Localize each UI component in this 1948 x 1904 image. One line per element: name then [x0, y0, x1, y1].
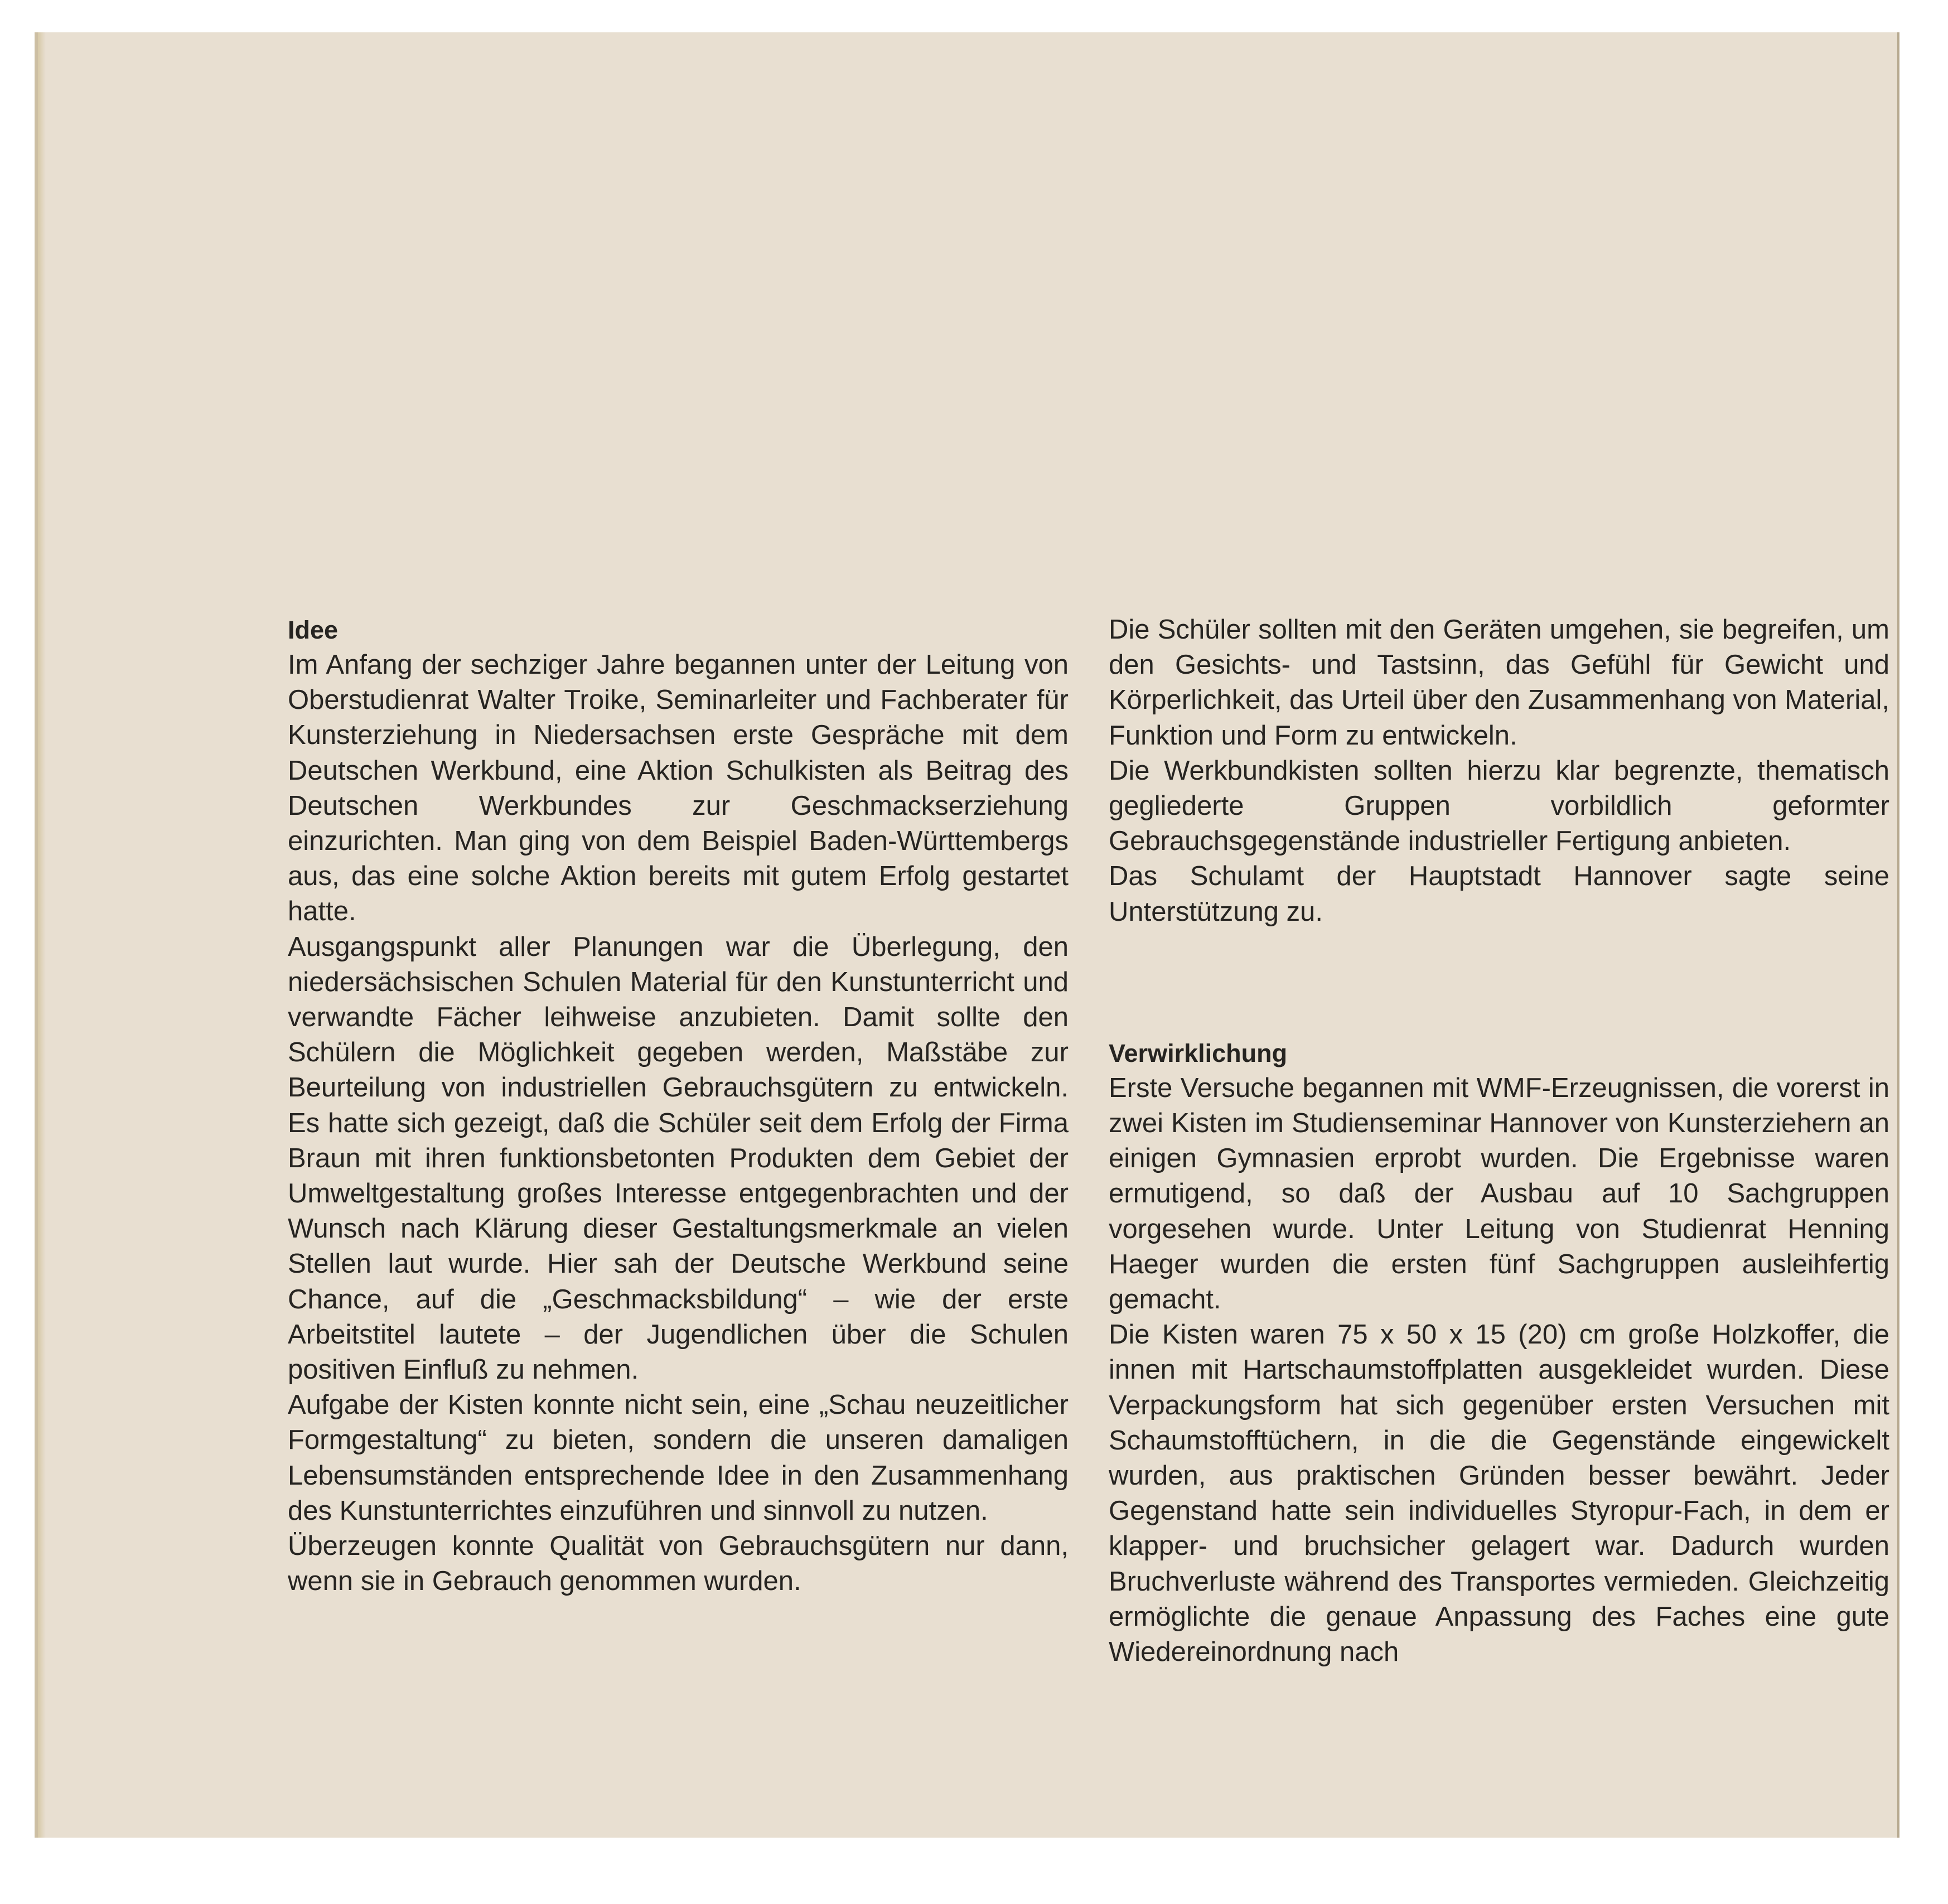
- paragraph: Die Werkbundkisten sollten hierzu klar begrenzte, thematisch gegliederte Gruppen vorbildlich geformter Gebrauchsgegenstände industrieller Fertigung anbieten.: [1109, 755, 1889, 857]
- paragraph: Im Anfang der sechziger Jahre begannen unter der Leitung von Oberstudienrat Walter Troike, Seminarleiter und Fachberater für Kunsterziehung in Niedersachsen erste Gespräche mit dem Deutschen Werkbund, eine Aktion Schulkisten als Beitrag des Deutschen Werkbundes zur Geschmackserziehung einzurichten. Man ging von dem Beispiel Baden-Württembergs aus, das eine solche Aktion bereits mit gutem Erfolg gestartet hatte.: [288, 650, 1069, 927]
- paragraph: Die Kisten waren 75 x 50 x 15 (20) cm große Holzkoffer, die innen mit Hartschaumstoffplatten ausgekleidet wurden. Diese Verpackungsform hat sich gegenüber ersten Versuchen mit Schaumstofftüchern, in die die Gegenstände eingewickelt wurden, aus praktischen Gründen besser bewährt. Jeder Gegenstand hatte sein individuelles Styropur-Fach, in dem er klapper- und bruchsicher gelagert war. Dadurch wurden Bruchverluste während des Transportes vermieden. Gleichzeitig ermöglichte die genaue Anpassung des Faches eine gute Wiedereinordnung nach: [1109, 1320, 1889, 1668]
- left-column: [288, 612, 1069, 1599]
- document-page: [35, 32, 1899, 1838]
- paragraph: Erste Versuche begannen mit WMF-Erzeugnissen, die vorerst in zwei Kisten im Studienseminar Hannover von Kunsterziehern an einigen Gymnasien erprobt wurden. Die Ergebnisse waren ermutigend, so daß der Ausbau auf 10 Sachgruppen vorgesehen wurde. Unter Leitung von Studienrat Henning Haeger wurden die ersten fünf Sachgruppen ausleihfertig gemacht.: [1109, 1072, 1889, 1315]
- section-heading-idee: Idee: [288, 616, 339, 644]
- paragraph: Das Schulamt der Hauptstadt Hannover sagte seine Unterstützung zu.: [1109, 861, 1889, 927]
- paragraph: Die Schüler sollten mit den Geräten umgehen, sie begreifen, um den Gesichts- und Tastsinn, das Gefühl für Gewicht und Körperlichkeit, das Urteil über den Zusammenhang von Material, Funktion und Form zu entwickeln.: [1109, 615, 1889, 751]
- right-column: [1109, 612, 1889, 1670]
- paragraph: Überzeugen konnte Qualität von Gebrauchsgütern nur dann, wenn sie in Gebrauch genommen wurden.: [288, 1531, 1069, 1597]
- paragraph: Ausgangspunkt aller Planungen war die Überlegung, den niedersächsischen Schulen Material für den Kunstunterricht und verwandte Fächer leihweise anzubieten. Damit sollte den Schülern die Möglichkeit gegeben werden, Maßstäbe zur Beurteilung von industriellen Gebrauchsgütern zu entwickeln. Es hatte sich gezeigt, daß die Schüler seit dem Erfolg der Firma Braun mit ihren funktionsbetonten Produkten dem Gebiet der Umweltgestaltung großes Interesse entgegenbrachten und der Wunsch nach Klärung dieser Gestaltungsmerkmale an vielen Stellen laut wurde. Hier sah der Deutsche Werkbund seine Chance, auf die „Geschmacksbildung“ – wie der erste Arbeitstitel lautete – der Jugendlichen über die Schulen positiven Einfluß zu nehmen.: [288, 931, 1069, 1385]
- paragraph: Aufgabe der Kisten konnte nicht sein, eine „Schau neuzeitlicher Formgestaltung“ zu bieten, sondern die unseren damaligen Lebensumständen entsprechende Idee in den Zusammenhang des Kunstunterrichtes einzuführen und sinnvoll zu nutzen.: [288, 1390, 1069, 1526]
- section-spacer: [1109, 930, 1889, 1036]
- section-heading-verwirklichung: Verwirklichung: [1109, 1038, 1288, 1067]
